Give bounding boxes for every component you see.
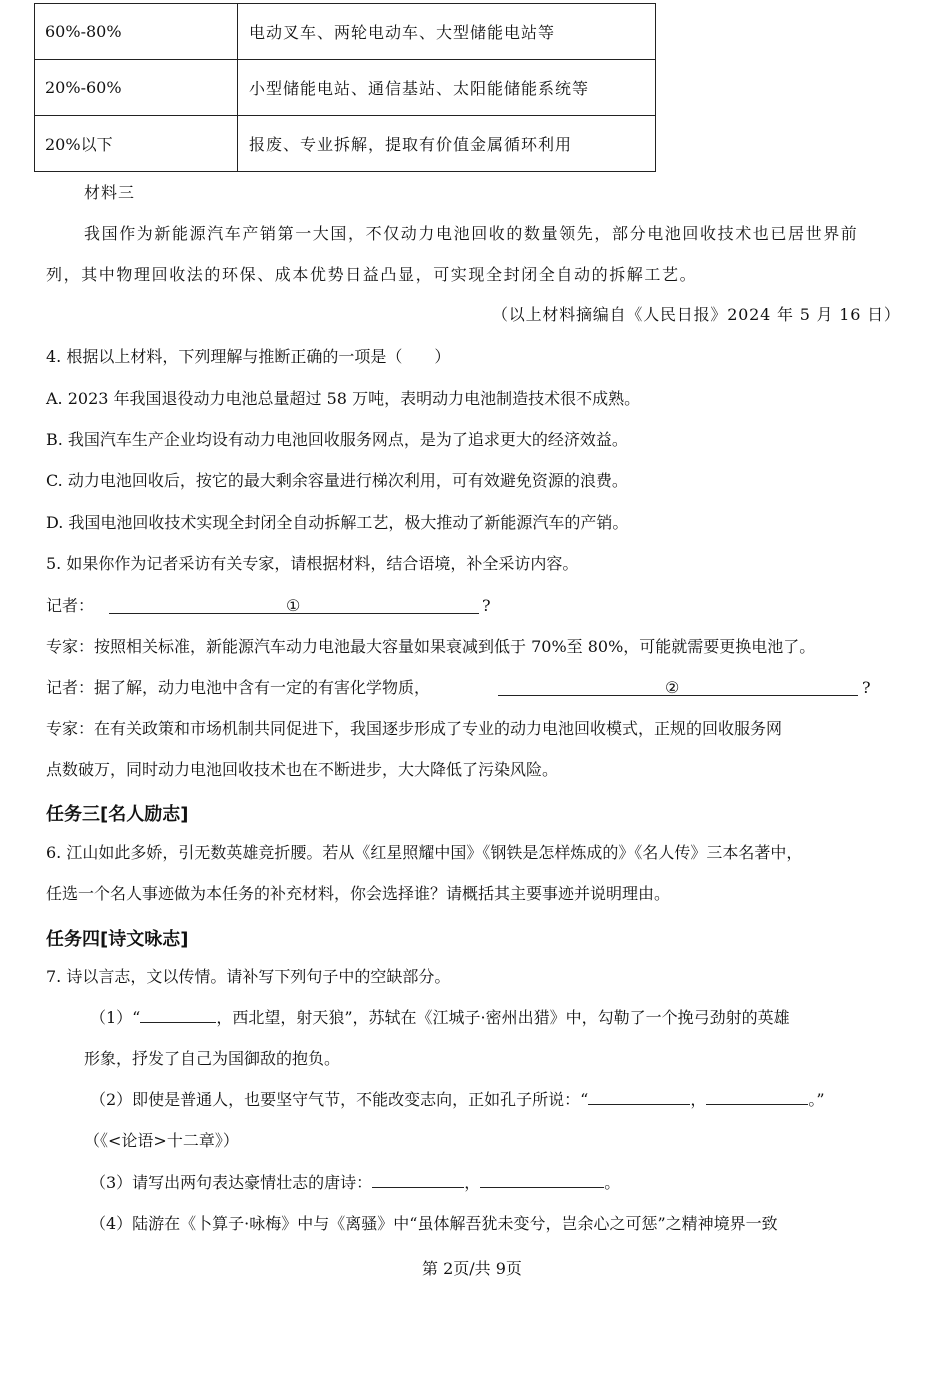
blank-marker-2: ②: [665, 678, 680, 697]
task-4-heading: 任务四[诗文咏志]: [46, 929, 189, 950]
poem-blank[interactable]: [480, 1187, 604, 1188]
material-paragraph-line: 列，其中物理回收法的环保、成本优势日益凸显，可实现全封闭全自动的拆解工艺。: [46, 265, 698, 284]
sentence-2-source: （《<论语>十二章》）: [84, 1131, 239, 1150]
poem-blank[interactable]: [588, 1104, 690, 1105]
table-row: [35, 60, 656, 116]
reporter-line-2: 记者：据了解，动力电池中含有一定的有害化学物质，: [46, 678, 431, 697]
poem-blank[interactable]: [706, 1104, 808, 1105]
material-source: （以上材料摘编自《人民日报》2024 年 5 月 16 日）: [492, 305, 901, 324]
table-cell-use: 报废、专业拆解，提取有价值金属循环利用: [238, 116, 656, 172]
task-3-heading: 任务三[名人励志]: [46, 804, 189, 825]
question-4-option-d: D. 我国电池回收技术实现全封闭全自动拆解工艺，极大推动了新能源汽车的产销。: [46, 513, 629, 532]
table-cell-range: 20%-60%: [35, 60, 238, 116]
sentence-4: （4）陆游在《卜算子·咏梅》中与《离骚》中“虽体解吾犹未变兮，岂余心之可惩”之精神境界一致: [90, 1214, 778, 1233]
capacity-usage-table: [34, 3, 656, 172]
poem-blank[interactable]: [372, 1187, 464, 1188]
material-paragraph-line: 我国作为新能源汽车产销第一大国，不仅动力电池回收的数量领先，部分电池回收技术也已居世界前: [84, 224, 859, 243]
poem-blank[interactable]: [140, 1022, 216, 1023]
table-row: [35, 116, 656, 172]
question-4-option-c: C. 动力电池回收后，按它的最大剩余容量进行梯次利用，可有效避免资源的浪费。: [46, 471, 628, 490]
expert-answer-2-line: 专家：在有关政策和市场机制共同促进下，我国逐步形成了专业的动力电池回收模式，正规的回收服务网: [46, 719, 783, 738]
reporter-label: 记者：: [46, 596, 95, 615]
question-mark: ?: [862, 678, 871, 697]
table-cell-use: 小型储能电站、通信基站、太阳能储能系统等: [238, 60, 656, 116]
table-row: [35, 4, 656, 60]
table-cell-range: 60%-80%: [35, 4, 238, 60]
question-6-line: 6. 江山如此多娇，引无数英雄竞折腰。若从《红星照耀中国》《钢铁是怎样炼成的》《名人传》三本名著中，: [46, 843, 803, 862]
sentence-1: （1）“ ，西北望，射天狼”，苏轼在《江城子·密州出猎》中，勾勒了一个挽弓劲射的英雄: [90, 1008, 790, 1027]
material-title: 材料三: [84, 183, 136, 202]
table-cell-range: 20%以下: [35, 116, 238, 172]
question-5-stem: 5. 如果你作为记者采访有关专家，请根据材料，结合语境，补全采访内容。: [46, 554, 579, 573]
question-mark: ?: [482, 596, 491, 615]
question-4-option-b: B. 我国汽车生产企业均设有动力电池回收服务网点，是为了追求更大的经济效益。: [46, 430, 628, 449]
blank-marker-1: ①: [286, 596, 301, 615]
reporter-line-1: [46, 596, 94, 616]
table-cell-use: 电动叉车、两轮电动车、大型储能电站等: [238, 4, 656, 60]
page-footer: 第 2页/共 9页: [422, 1259, 522, 1278]
sentence-2: （2）即使是普通人，也要坚守气节，不能改变志向，正如孔子所说：“ ， 。”: [90, 1090, 825, 1109]
expert-answer-2-line: 点数破万，同时动力电池回收技术也在不断进步，大大降低了污染风险。: [46, 760, 559, 779]
question-4-option-a: A. 2023 年我国退役动力电池总量超过 58 万吨，表明动力电池制造技术很不成熟。: [46, 389, 641, 408]
expert-answer-1: 专家：按照相关标准，新能源汽车动力电池最大容量如果衰减到低于 70%至 80%，可能就需要更换电池了。: [46, 637, 816, 656]
question-7-stem: 7. 诗以言志，文以传情。请补写下列句子中的空缺部分。: [46, 967, 451, 986]
question-6-line: 任选一个名人事迹做为本任务的补充材料，你会选择谁？请概括其主要事迹并说明理由。: [46, 884, 671, 903]
sentence-3: （3）请写出两句表达豪情壮志的唐诗： ， 。: [90, 1173, 621, 1192]
sentence-1-continued: 形象，抒发了自己为国御敌的抱负。: [84, 1049, 341, 1068]
question-4-stem: 4. 根据以上材料，下列理解与推断正确的一项是（ ）: [46, 347, 451, 366]
